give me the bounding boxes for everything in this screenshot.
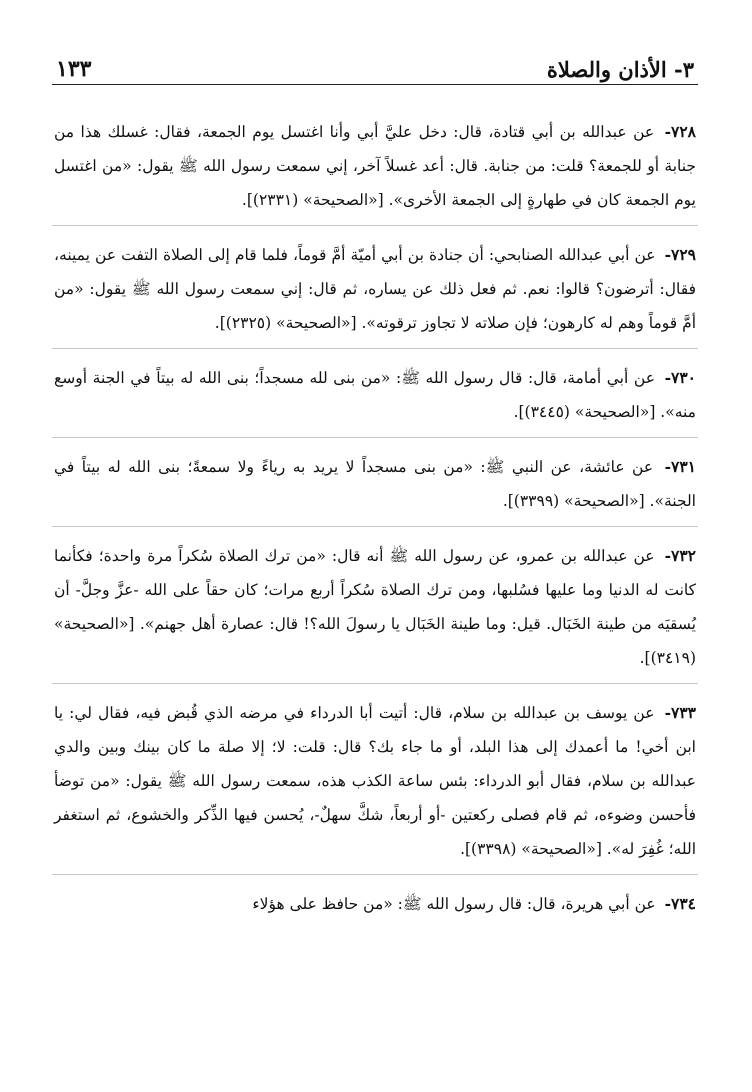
hadith-number: ٧٣٠- — [664, 368, 696, 387]
hadith-text: عن عبدالله بن أبي قتادة، قال: دخل عليَّ أبي وأنا اغتسل يوم الجمعة، فقال: غسلك هذا من جنابة أو للجمعة؟ قلت: من جنابة. قال: أعد غسلاً آخر، إني سمعت رسول الله ﷺ يقول: «من اغتسل يوم الجمعة كان في طهارةٍ إلى الجمعة الأخرى». [«الصحيحة» (٢٣٣١)]. — [54, 123, 696, 209]
hadith-text: عن أبي أمامة، قال: قال رسول الله ﷺ: «من بنى لله مسجداً؛ بنى الله له بيتاً في الجنة أوسع منه». [«الصحيحة» (٣٤٤٥)]. — [54, 369, 696, 421]
hadith-730 — [52, 361, 698, 429]
hadith-number: ٧٣٣- — [664, 703, 696, 722]
page-header — [52, 36, 698, 85]
hadith-text: عن عائشة، عن النبي ﷺ: «من بنى مسجداً لا يريد به رياءً ولا سمعةً؛ بنى الله له بيتاً في الجنة». [«الصحيحة» (٣٣٩٩)]. — [54, 458, 696, 510]
separator-line — [52, 437, 698, 438]
hadith-734 — [52, 887, 698, 921]
hadith-733 — [52, 696, 698, 866]
hadith-732 — [52, 539, 698, 675]
page-number: ١٣٣ — [56, 56, 92, 82]
hadith-728 — [52, 115, 698, 217]
separator-line — [52, 683, 698, 684]
separator-line — [52, 225, 698, 226]
separator-line — [52, 348, 698, 349]
hadith-text: عن أبي هريرة، قال: قال رسول الله ﷺ: «من حافظ على هؤلاء — [252, 895, 656, 913]
hadith-number: ٧٣١- — [664, 457, 696, 476]
hadith-number: ٧٢٨- — [664, 122, 696, 141]
hadith-text: عن أبي عبدالله الصنابحي: أن جنادة بن أبي أميّة أمَّ قوماً، فلما قام إلى الصلاة التفت عن يمينه، فقال: أترضون؟ قالوا: نعم. ثم فعل ذلك عن يساره، ثم قال: إني سمعت رسول الله ﷺ يقول: «من أمَّ قوماً وهم له كارهون؛ فإن صلاته لا تجاوز ترقوته». [«الصحيحة» (٢٣٢٥)]. — [54, 246, 696, 332]
hadith-729 — [52, 238, 698, 340]
hadith-text: عن يوسف بن عبدالله بن سلام، قال: أتيت أبا الدرداء في مرضه الذي قُبض فيه، فقال لي: يا ابن أخي! ما أعمدك إلى هذا البلد، أو ما جاء بك؟ قال: قلت: لا؛ إلا صلة ما كان بينك وبين والدي عبدالله بن سلام، فقال أبو الدرداء: بئس ساعة الكذب هذه، سمعت رسول الله ﷺ يقول: «من توضأ فأحسن وضوءه، ثم قام فصلى ركعتين -أو أربعاً، شكَّ سهلٌ-، يُحسن فيها الذِّكر والخشوع، ثم استغفر الله؛ غُفِرَ له». [«الصحيحة» (٣٣٩٨)]. — [54, 704, 696, 858]
hadith-text: عن عبدالله بن عمرو، عن رسول الله ﷺ أنه قال: «من ترك الصلاة سُكراً مرة واحدة؛ فكأنما كانت له الدنيا وما عليها فسُلبها، ومن ترك الصلاة سُكراً أربع مرات؛ كان حقاً على الله -عزَّ وجلَّ- أن يُسقيَه من طينة الخَبَال. قيل: وما طينة الخَبَال يا رسولَ الله؟! قال: عصارة أهل جهنم». [«الصحيحة» (٣٤١٩)]. — [54, 547, 696, 667]
book-page — [52, 36, 698, 1076]
hadith-number: ٧٣٢- — [664, 546, 696, 565]
hadith-731 — [52, 450, 698, 518]
hadith-number: ٧٣٤- — [664, 894, 696, 913]
separator-line — [52, 526, 698, 527]
separator-line — [52, 874, 698, 875]
hadith-list — [52, 115, 698, 921]
chapter-title: ٣- الأذان والصلاة — [546, 57, 694, 82]
hadith-number: ٧٢٩- — [664, 245, 696, 264]
